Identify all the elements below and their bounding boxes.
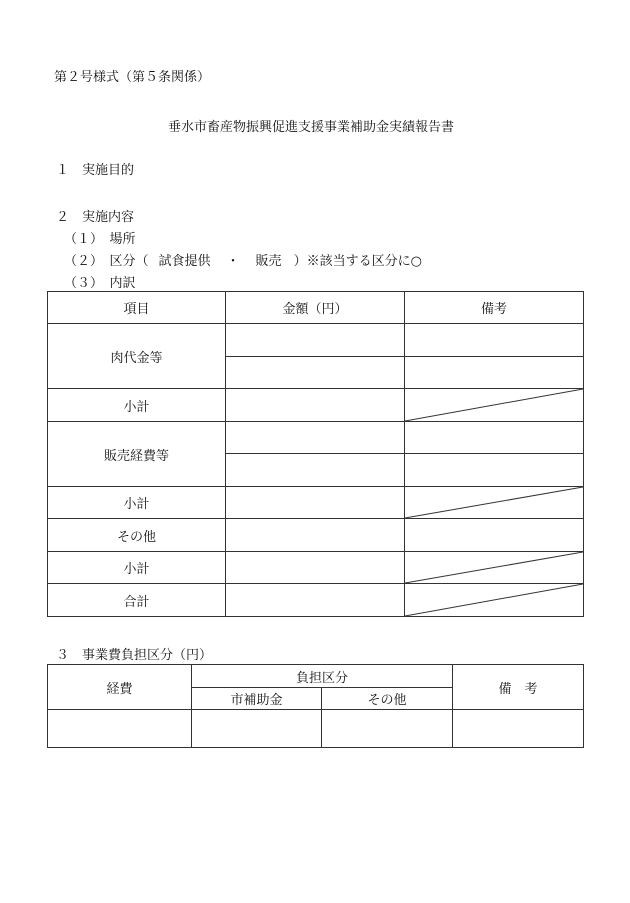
label-subtotal: 小計	[48, 389, 226, 422]
table-row	[48, 519, 584, 552]
section-purpose: １ 実施目的	[56, 163, 135, 178]
other-cell[interactable]	[322, 710, 453, 748]
amount-cell[interactable]	[226, 584, 405, 617]
header-item: 項目	[48, 292, 226, 324]
header-amount: 金額（円）	[226, 292, 405, 324]
label-meat-cost: 肉代金等	[48, 324, 226, 389]
category-option-sales: 販売	[255, 254, 282, 269]
amount-cell[interactable]	[226, 389, 405, 422]
amount-cell[interactable]	[226, 552, 405, 584]
document-title: 垂水市畜産物振興促進支援事業補助金実績報告書	[168, 120, 455, 135]
table-row	[48, 422, 584, 454]
amount-cell[interactable]	[226, 324, 405, 357]
header-expense: 経費	[48, 665, 192, 710]
amount-cell[interactable]	[226, 487, 405, 519]
table-row	[48, 389, 584, 422]
remarks-slash-cell	[405, 552, 584, 584]
section-cost-share: ３ 事業費負担区分（円）	[56, 648, 213, 663]
remarks-cell[interactable]	[453, 710, 584, 748]
category-dot: ・	[226, 254, 240, 269]
remarks-cell[interactable]	[405, 422, 584, 454]
remarks-cell[interactable]	[405, 324, 584, 357]
diagonal-line	[405, 487, 583, 518]
remarks-cell[interactable]	[405, 519, 584, 552]
table-row	[48, 710, 584, 748]
table-row	[48, 324, 584, 357]
header-city-subsidy: 市補助金	[192, 688, 322, 710]
table-row	[48, 584, 584, 617]
city-subsidy-cell[interactable]	[192, 710, 322, 748]
diagonal-line	[405, 552, 583, 583]
label-total: 合計	[48, 584, 226, 617]
section-content: ２ 実施内容	[56, 210, 135, 225]
amount-cell[interactable]	[226, 422, 405, 454]
header-burden: 負担区分	[192, 665, 453, 688]
breakdown-table	[47, 291, 584, 617]
table-row	[48, 552, 584, 584]
header-remarks: 備 考	[453, 665, 584, 710]
category-prefix: （２） 区分（	[64, 254, 149, 269]
diagonal-line	[405, 389, 583, 421]
form-label: 第２号様式（第５条関係）	[54, 70, 211, 85]
table-header-row	[48, 292, 584, 324]
remarks-cell[interactable]	[405, 357, 584, 389]
header-other: その他	[322, 688, 453, 710]
table-header-row	[48, 665, 584, 688]
item-breakdown: （３） 内訳	[64, 276, 136, 291]
item-category	[64, 250, 422, 269]
item-location: （１） 場所	[64, 232, 136, 247]
remarks-slash-cell	[405, 584, 584, 617]
amount-cell[interactable]	[226, 357, 405, 389]
remarks-cell[interactable]	[405, 454, 584, 487]
label-subtotal: 小計	[48, 552, 226, 584]
label-sales-expenses: 販売経費等	[48, 422, 226, 487]
diagonal-line	[405, 584, 583, 616]
remarks-slash-cell	[405, 389, 584, 422]
amount-cell[interactable]	[226, 454, 405, 487]
remarks-slash-cell	[405, 487, 584, 519]
cost-share-table	[47, 664, 584, 748]
label-subtotal: 小計	[48, 487, 226, 519]
category-suffix: ）※該当する区分に○	[293, 254, 422, 269]
table-row	[48, 487, 584, 519]
header-remarks: 備考	[405, 292, 584, 324]
category-option-tasting: 試食提供	[158, 254, 211, 269]
amount-cell[interactable]	[226, 519, 405, 552]
expense-cell[interactable]	[48, 710, 192, 748]
label-other: その他	[48, 519, 226, 552]
